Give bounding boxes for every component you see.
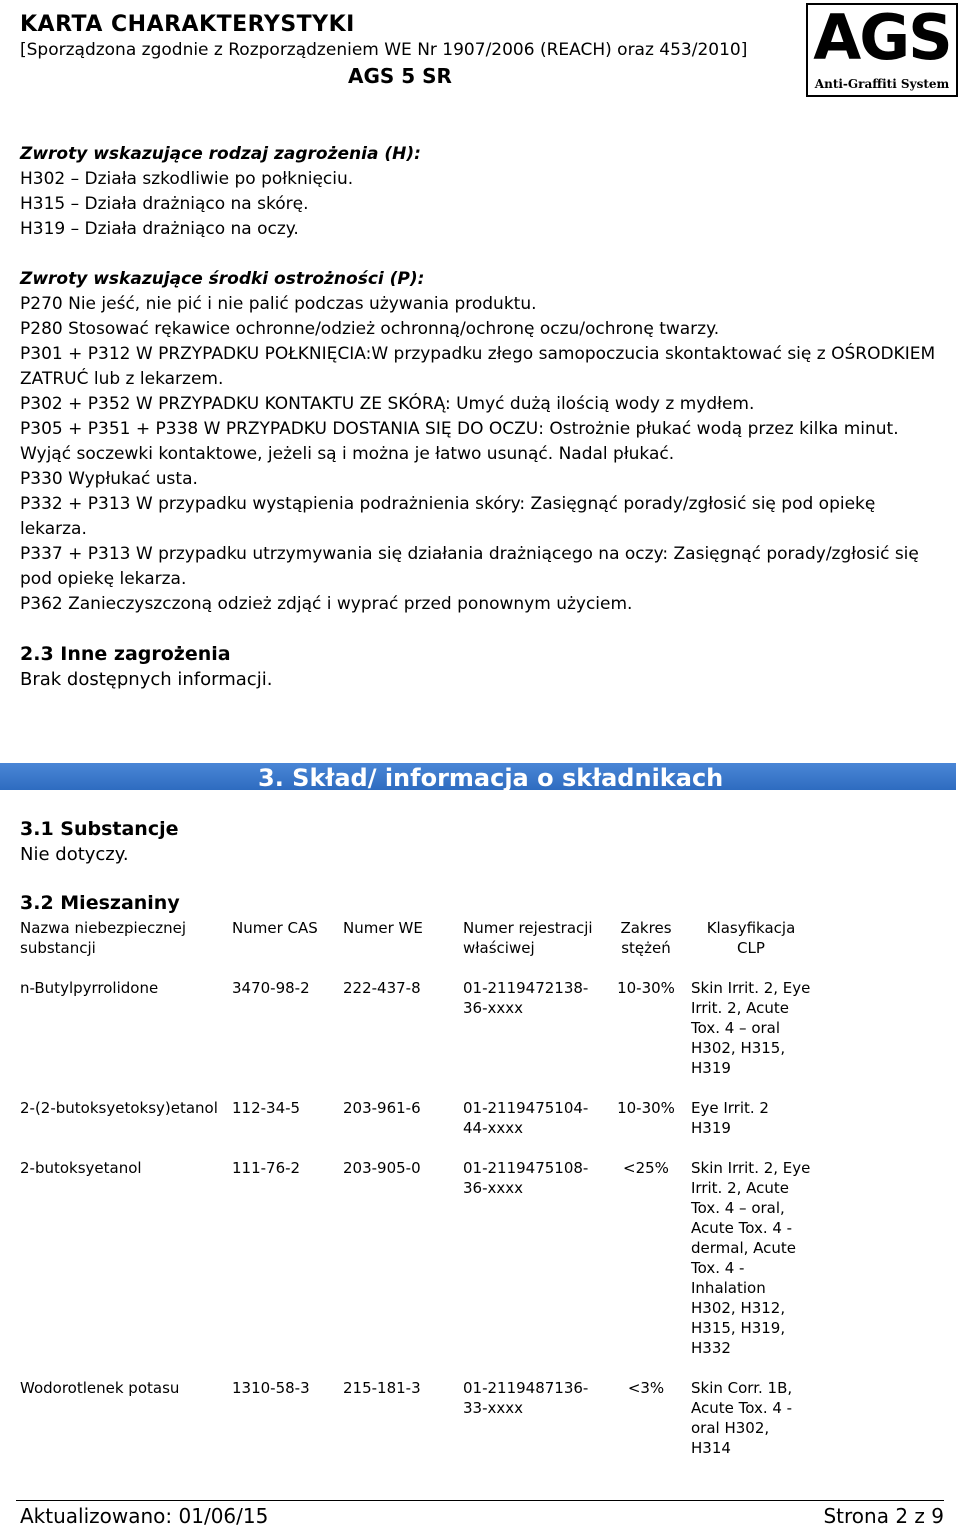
column-header: Klasyfikacja CLP [706, 919, 796, 957]
table-cell: 111-76-2 [232, 1159, 301, 1177]
product-name: AGS 5 SR [348, 64, 452, 88]
table-cell: 1310-58-3 [232, 1379, 310, 1397]
table-cell: <25% [623, 1159, 669, 1177]
hazard-statements-heading: Zwroty wskazujące rodzaj zagrożenia (H): [20, 144, 421, 164]
table-cell: Skin Irrit. 2, Eye Irrit. 2, Acute Tox. 4 – oral H302, H315, H319 [691, 979, 811, 1077]
table-cell: 222-437-8 [343, 979, 421, 997]
footer-divider [16, 1500, 944, 1501]
substances-text: Nie dotyczy. [20, 844, 129, 865]
column-header: Numer rejestracji właściwej [463, 919, 593, 957]
section-title: 3. Skład/ informacja o składnikach [258, 764, 724, 792]
precautionary-statement: P280 Stosować rękawice ochronne/odzież ochronną/ochronę oczu/ochronę twarzy. [20, 319, 720, 339]
footer-page-number: Strona 2 z 9 [823, 1504, 944, 1528]
precautionary-statements-heading: Zwroty wskazujące środki ostrożności (P): [20, 269, 425, 289]
column-header: Zakres stężeń [620, 919, 672, 957]
table-cell: 215-181-3 [343, 1379, 421, 1397]
logo-tagline: Anti-Graffiti System [814, 77, 950, 91]
table-row [20, 1098, 811, 1158]
precautionary-statement: P337 + P313 W przypadku utrzymywania się działania drażniącego na oczy: Zasięgnąć porady/zgłosić się pod opiekę lekarza. [20, 544, 919, 589]
hazard-statement: H315 – Działa drażniąco na skórę. [20, 194, 309, 214]
table-row [20, 978, 811, 1098]
table-cell: Skin Irrit. 2, Eye Irrit. 2, Acute Tox. 4 – oral, Acute Tox. 4 - dermal, Acute Tox. 4 - Inhalation H302, H312, H315, H319, H332 [691, 1159, 811, 1357]
precautionary-statement: P332 + P313 W przypadku wystąpienia podrażnienia skóry: Zasięgnąć porady/zgłosić się pod opiekę lekarza. [20, 494, 876, 539]
precautionary-statement: P302 + P352 W PRZYPADKU KONTAKTU ZE SKÓRĄ: Umyć dużą ilością wody z mydłem. [20, 394, 755, 414]
other-hazards-text: Brak dostępnych informacji. [20, 669, 273, 690]
table-cell: 203-961-6 [343, 1099, 421, 1117]
document-title: KARTA CHARAKTERYSTYKI [20, 12, 355, 37]
table-cell: Wodorotlenek potasu [20, 1379, 180, 1397]
table-cell: 112-34-5 [232, 1099, 301, 1117]
table-cell: 3470-98-2 [232, 979, 310, 997]
table-cell: 2-(2-butoksyetoksy)etanol [20, 1099, 218, 1117]
column-header: Numer WE [343, 919, 423, 937]
table-cell: 01-2119487136-33-xxxx [463, 1379, 589, 1417]
table-cell: 2-butoksyetanol [20, 1159, 142, 1177]
hazard-info-block [20, 142, 940, 692]
document-subtitle: [Sporządzona zgodnie z Rozporządzeniem WE Nr 1907/2006 (REACH) oraz 453/2010] [20, 40, 748, 60]
table-cell: 01-2119472138-36-xxxx [463, 979, 589, 1017]
hazard-statement: H319 – Działa drażniąco na oczy. [20, 219, 299, 239]
table-cell: n-Butylpyrrolidone [20, 979, 159, 997]
column-header: Numer CAS [232, 919, 318, 937]
table-cell: Eye Irrit. 2 H319 [691, 1099, 769, 1137]
hazard-statement: H302 – Działa szkodliwie po połknięciu. [20, 169, 354, 189]
precautionary-statement: P301 + P312 W PRZYPADKU POŁKNIĘCIA:W przypadku złego samopoczucia skontaktować się z OŚRODKIEM ZATRUĆ lub z lekarzem. [20, 344, 936, 389]
table-cell: 203-905-0 [343, 1159, 421, 1177]
composition-table [20, 918, 811, 1458]
table-header-row [20, 918, 811, 978]
table-row [20, 1158, 811, 1378]
footer-updated: Aktualizowano: 01/06/15 [20, 1504, 269, 1528]
table-cell: 10-30% [617, 1099, 675, 1117]
table-cell: 01-2119475108-36-xxxx [463, 1159, 589, 1197]
table-cell: 01-2119475104-44-xxxx [463, 1099, 589, 1137]
precautionary-statement: P362 Zanieczyszczoną odzież zdjąć i wyprać przed ponownym użyciem. [20, 594, 633, 614]
substances-heading: 3.1 Substancje [20, 818, 179, 840]
precautionary-statement: P330 Wypłukać usta. [20, 469, 198, 489]
table-cell: 10-30% [617, 979, 675, 997]
mixtures-heading: 3.2 Mieszaniny [20, 892, 180, 914]
table-cell: <3% [627, 1379, 665, 1397]
precautionary-statement: P270 Nie jeść, nie pić i nie palić podczas używania produktu. [20, 294, 537, 314]
logo-text: AGS [813, 1, 951, 74]
table-cell: Skin Corr. 1B, Acute Tox. 4 - oral H302, H314 [691, 1379, 793, 1457]
other-hazards-heading: 2.3 Inne zagrożenia [20, 643, 231, 665]
ags-logo [806, 3, 958, 97]
column-header: Nazwa niebezpiecznej substancji [20, 919, 186, 957]
precautionary-statement: P305 + P351 + P338 W PRZYPADKU DOSTANIA SIĘ DO OCZU: Ostrożnie płukać wodą przez kilka minut. Wyjąć soczewki kontaktowe, jeżeli są i można je łatwo usunąć. Nadal płukać. [20, 419, 899, 464]
table-row [20, 1378, 811, 1458]
